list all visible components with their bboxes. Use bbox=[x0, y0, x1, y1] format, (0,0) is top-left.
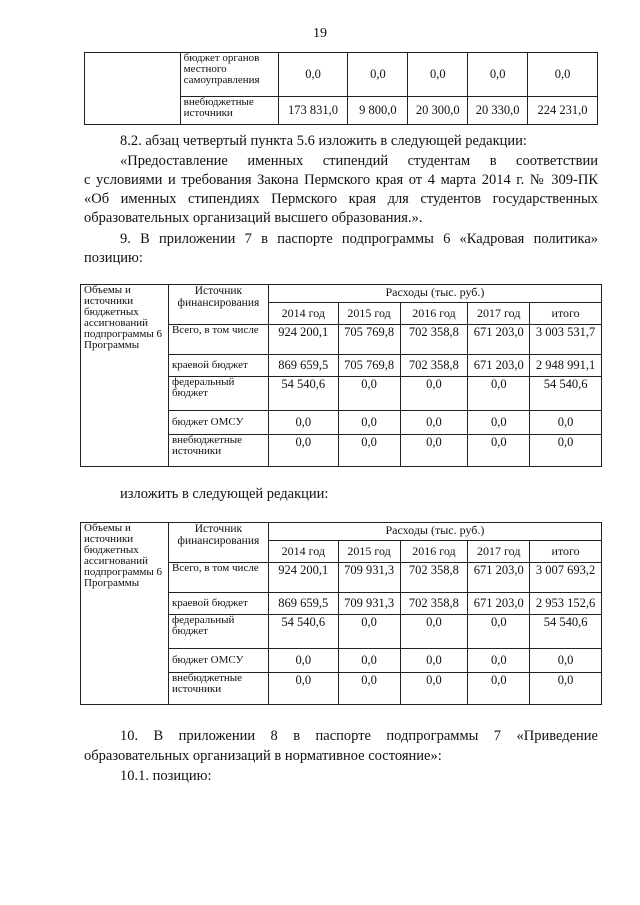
row-source: федеральный бюджет bbox=[168, 377, 268, 411]
cell-value: 0,0 bbox=[400, 377, 468, 411]
quote-line: образовательных организаций высшего образования.». bbox=[84, 210, 423, 226]
expenses-header: Расходы (тыс. руб.) bbox=[268, 285, 601, 303]
cell-value: 0,0 bbox=[268, 673, 338, 705]
cell-value: 702 358,8 bbox=[400, 355, 468, 377]
blank-cell bbox=[85, 53, 181, 125]
cell-value: 0,0 bbox=[468, 649, 530, 673]
cell-value: 705 769,8 bbox=[338, 355, 400, 377]
cell-value: 0,0 bbox=[400, 649, 468, 673]
row-source: внебюджетные источники bbox=[168, 435, 268, 467]
expenses-header: Расходы (тыс. руб.) bbox=[268, 523, 601, 541]
section-label: Объемы и источники бюджетных ассигнований подпрограммы 6 Программы bbox=[81, 523, 169, 705]
row-source: внебюджетные источники bbox=[168, 673, 268, 705]
cell-value: 0,0 bbox=[468, 435, 530, 467]
cell-value: 9 800,0 bbox=[348, 97, 408, 125]
page-number: 19 bbox=[313, 26, 327, 41]
cell-value: 0,0 bbox=[400, 411, 468, 435]
cell-value: 0,0 bbox=[468, 411, 530, 435]
cell-value: 20 330,0 bbox=[468, 97, 528, 125]
year-header: 2014 год bbox=[268, 303, 338, 325]
cell-value: 0,0 bbox=[468, 615, 530, 649]
cell-value: 0,0 bbox=[400, 615, 468, 649]
quote-line: «Предоставление именных стипендий студентам в соответствии bbox=[120, 153, 598, 169]
row-source: Всего, в том числе bbox=[168, 325, 268, 355]
cell-value: 0,0 bbox=[268, 435, 338, 467]
cell-value: 702 358,8 bbox=[400, 325, 468, 355]
cell-value: 709 931,3 bbox=[338, 593, 400, 615]
cell-value: 0,0 bbox=[400, 673, 468, 705]
top-budget-table bbox=[84, 52, 598, 125]
para-8-2: 8.2. абзац четвертый пункта 5.6 изложить в следующей редакции: bbox=[120, 133, 527, 149]
year-header: 2015 год bbox=[338, 541, 400, 563]
cell-value: 0,0 bbox=[530, 673, 602, 705]
source-header: Источник финансирования bbox=[168, 285, 268, 325]
para-9-cont: позицию: bbox=[84, 250, 143, 266]
cell-value: 0,0 bbox=[338, 435, 400, 467]
mid-text: изложить в следующей редакции: bbox=[120, 486, 329, 502]
year-header: итого bbox=[530, 541, 602, 563]
year-header: 2015 год bbox=[338, 303, 400, 325]
cell-value: 0,0 bbox=[338, 673, 400, 705]
budget-table-new bbox=[80, 522, 602, 705]
quote-line: «Об именных стипендиях Пермского края для студентов государственных bbox=[84, 191, 598, 207]
cell-value: 0,0 bbox=[468, 377, 530, 411]
cell-value: 224 231,0 bbox=[528, 97, 598, 125]
cell-value: 671 203,0 bbox=[468, 355, 530, 377]
cell-value: 0,0 bbox=[530, 435, 602, 467]
para-10-cont: образовательных организаций в нормативное состояние»: bbox=[84, 748, 442, 764]
cell-value: 0,0 bbox=[528, 53, 598, 97]
cell-value: 924 200,1 bbox=[268, 563, 338, 593]
row-source: краевой бюджет bbox=[168, 593, 268, 615]
cell-value: 54 540,6 bbox=[530, 377, 602, 411]
cell-value: 0,0 bbox=[338, 615, 400, 649]
quote-line: с условиями и требования Закона Пермского края от 4 марта 2014 г. № 309-ПК bbox=[84, 172, 598, 188]
cell-value: 702 358,8 bbox=[400, 593, 468, 615]
para-10: 10. В приложении 8 в паспорте подпрограммы 7 «Приведение bbox=[120, 728, 598, 744]
year-header: 2016 год bbox=[400, 541, 468, 563]
cell-value: 924 200,1 bbox=[268, 325, 338, 355]
cell-value: 702 358,8 bbox=[400, 563, 468, 593]
cell-value: 869 659,5 bbox=[268, 355, 338, 377]
year-header: итого bbox=[530, 303, 602, 325]
cell-value: 0,0 bbox=[468, 673, 530, 705]
cell-value: 671 203,0 bbox=[468, 325, 530, 355]
row-source: Всего, в том числе bbox=[168, 563, 268, 593]
cell-value: 0,0 bbox=[338, 411, 400, 435]
budget-table-old bbox=[80, 284, 602, 467]
cell-value: 0,0 bbox=[348, 53, 408, 97]
cell-value: 0,0 bbox=[400, 435, 468, 467]
cell-value: 709 931,3 bbox=[338, 563, 400, 593]
row-source: бюджет ОМСУ bbox=[168, 649, 268, 673]
section-label: Объемы и источники бюджетных ассигнований подпрограммы 6 Программы bbox=[81, 285, 169, 467]
cell-value: 20 300,0 bbox=[408, 97, 468, 125]
cell-value: 0,0 bbox=[530, 411, 602, 435]
cell-value: 0,0 bbox=[268, 649, 338, 673]
source-header: Источник финансирования bbox=[168, 523, 268, 563]
para-9: 9. В приложении 7 в паспорте подпрограммы 6 «Кадровая политика» bbox=[120, 231, 598, 247]
cell-value: 3 003 531,7 bbox=[530, 325, 602, 355]
row-source: бюджет органов местного самоуправления bbox=[180, 53, 278, 97]
year-header: 2014 год bbox=[268, 541, 338, 563]
year-header: 2017 год bbox=[468, 303, 530, 325]
row-source: федеральный бюджет bbox=[168, 615, 268, 649]
cell-value: 869 659,5 bbox=[268, 593, 338, 615]
cell-value: 2 948 991,1 bbox=[530, 355, 602, 377]
cell-value: 0,0 bbox=[468, 53, 528, 97]
cell-value: 2 953 152,6 bbox=[530, 593, 602, 615]
cell-value: 0,0 bbox=[338, 649, 400, 673]
cell-value: 671 203,0 bbox=[468, 593, 530, 615]
cell-value: 54 540,6 bbox=[530, 615, 602, 649]
cell-value: 0,0 bbox=[530, 649, 602, 673]
cell-value: 173 831,0 bbox=[278, 97, 348, 125]
row-source: внебюджетные источники bbox=[180, 97, 278, 125]
year-header: 2016 год bbox=[400, 303, 468, 325]
cell-value: 3 007 693,2 bbox=[530, 563, 602, 593]
cell-value: 0,0 bbox=[268, 411, 338, 435]
cell-value: 54 540,6 bbox=[268, 615, 338, 649]
para-10-1: 10.1. позицию: bbox=[120, 768, 212, 784]
cell-value: 0,0 bbox=[408, 53, 468, 97]
cell-value: 0,0 bbox=[278, 53, 348, 97]
row-source: бюджет ОМСУ bbox=[168, 411, 268, 435]
cell-value: 54 540,6 bbox=[268, 377, 338, 411]
year-header: 2017 год bbox=[468, 541, 530, 563]
row-source: краевой бюджет bbox=[168, 355, 268, 377]
cell-value: 671 203,0 bbox=[468, 563, 530, 593]
cell-value: 0,0 bbox=[338, 377, 400, 411]
cell-value: 705 769,8 bbox=[338, 325, 400, 355]
